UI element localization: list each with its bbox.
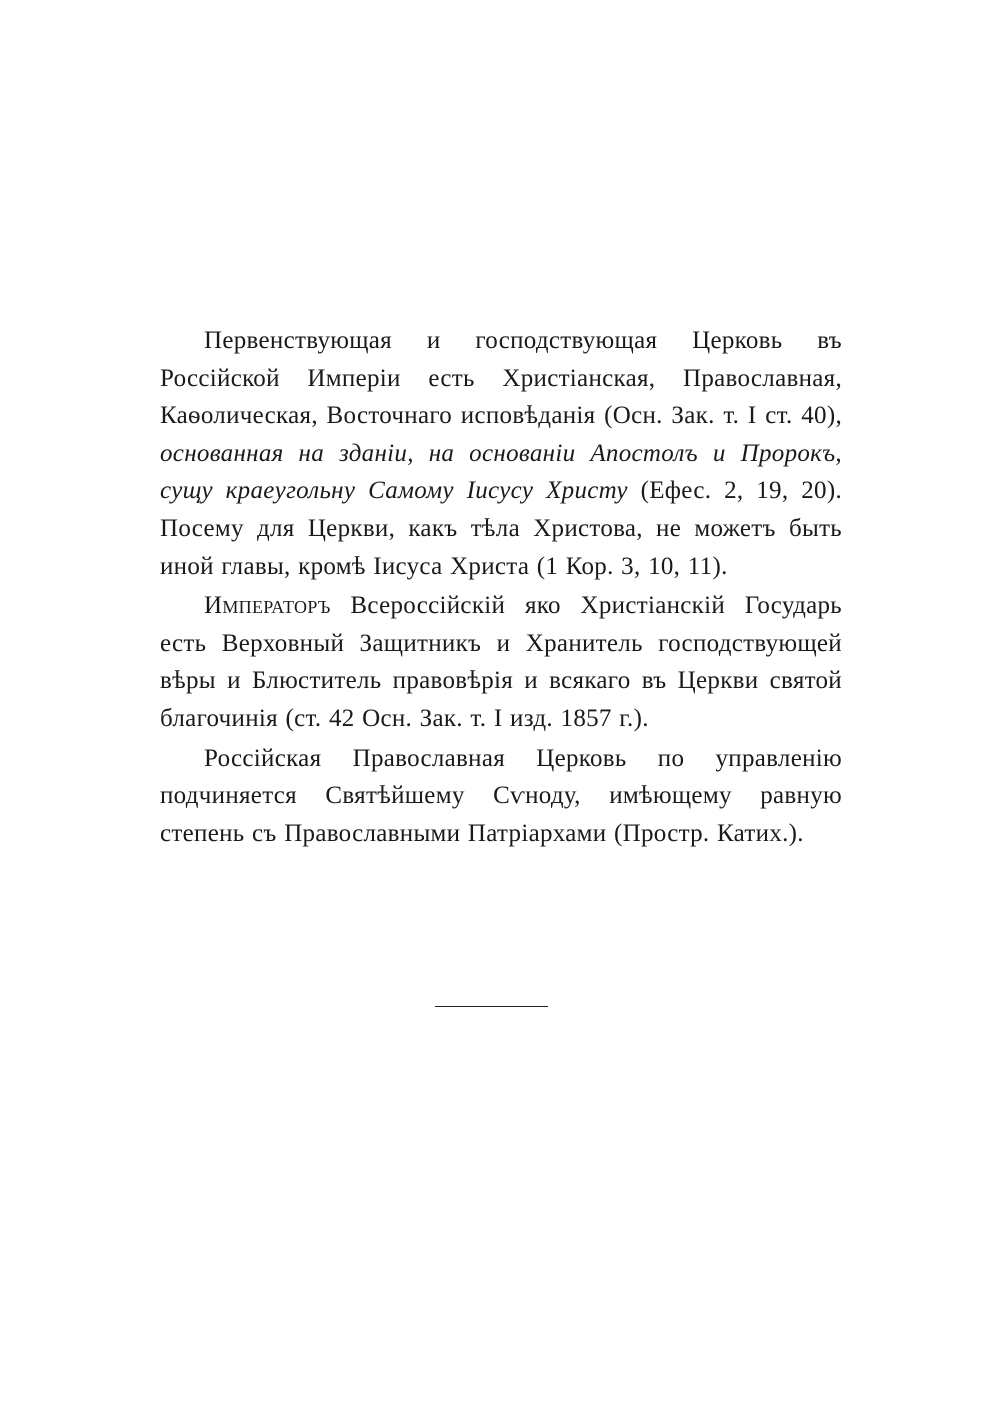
paragraph-1	[160, 322, 842, 585]
paragraph-1-scripture-quote: основанная на зданіи, на основаніи Апостолъ и Пророкъ, сущу краеугольну Самому Іисусу Христу	[160, 439, 842, 505]
paragraph-2-text: Всероссійскій яко Христіанскій Государь есть Верховный Защитникъ и Хранитель господствующей вѣры и Блюститель правовѣрія и всякаго въ Церкви святой благочинія (ст. 42 Осн. Зак. т. I изд. 1857 г.).	[160, 592, 842, 732]
paragraph-3: Россійская Православная Церковь по управленію подчиняется Святѣйшему Сѵноду, имѣющему равную степень съ Православными Патріархами (Простр. Катих.).	[160, 744, 842, 847]
section-divider-line	[435, 1006, 548, 1007]
paragraph-2-emperor-word: Императоръ	[204, 592, 331, 620]
text-block	[160, 322, 842, 852]
paragraph-1-text-end: (Ефес. 2, 19, 20). Посему для Церкви, какъ тѣла Христова, не можетъ быть иной главы, кромѣ Іисуса Христа (1 Кор. 3, 10, 11).	[160, 477, 843, 580]
paragraph-2	[160, 587, 842, 737]
paragraph-1-text-start: Первенствующая и господствующая Церковь въ Россійской Имперіи есть Христіанская, Православная, Каѳолическая, Восточнаго исповѣданія (Осн. Зак. т. I ст. 40),	[160, 327, 842, 430]
